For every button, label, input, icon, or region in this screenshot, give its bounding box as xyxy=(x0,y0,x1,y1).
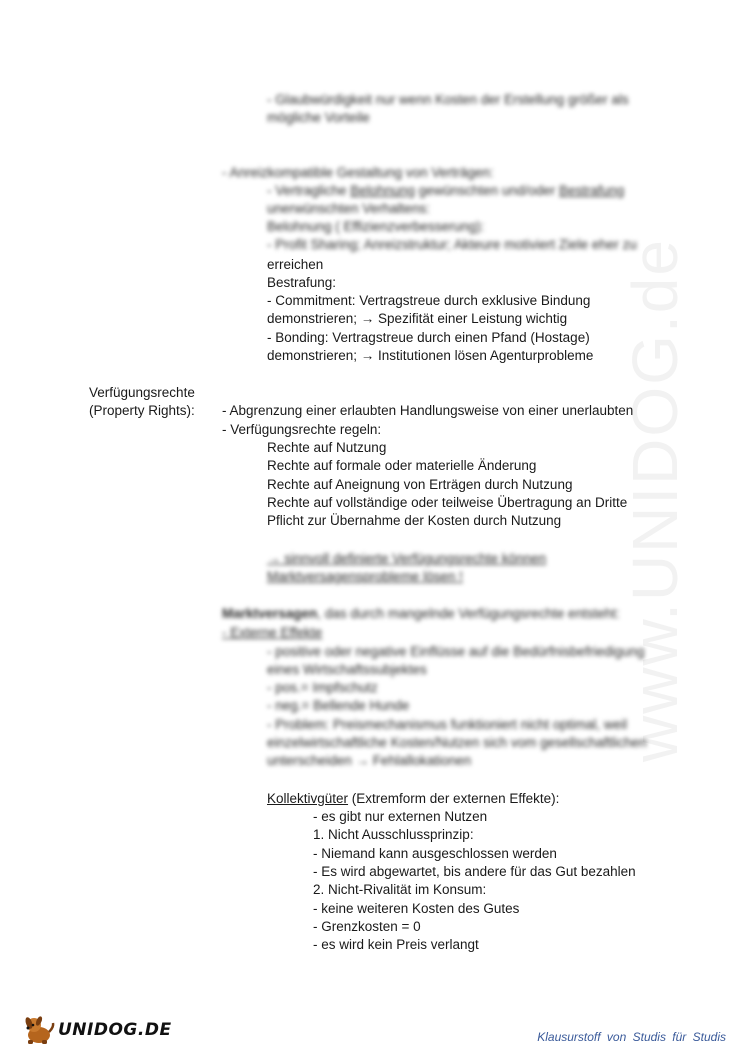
text-line: Rechte auf formale oder materielle Änderung xyxy=(267,458,537,473)
text-line: eines Wirtschaftssubjektes xyxy=(267,662,427,677)
text-line: einzelwirtschaftliche Kosten/Nutzen sich vom gesellschaftlichen xyxy=(267,735,647,750)
text-line: - Verfügungsrechte regeln: xyxy=(222,422,382,437)
text-line xyxy=(267,790,559,808)
text-line xyxy=(267,182,624,200)
text-line: 1. Nicht Ausschlussprinzip: xyxy=(313,827,474,842)
text-line xyxy=(222,605,620,623)
bold-term: Marktversagen xyxy=(222,606,318,621)
logo-text: UNIDOG.DE xyxy=(58,1020,172,1040)
text-line: Rechte auf vollständige oder teilweise Übertragung an Dritte xyxy=(267,495,628,510)
section-label: (Property Rights): xyxy=(89,403,195,418)
text-line: demonstrieren; → Institutionen lösen Agenturprobleme xyxy=(267,348,594,363)
text-line: - Es wird abgewartet, bis andere für das Gut bezahlen xyxy=(313,864,636,879)
text-line: - Anreizkompatible Gestaltung von Verträgen: xyxy=(222,165,494,180)
underlined-term: Belohnung xyxy=(350,183,415,198)
text-line: Belohnung ( Effizienzverbesserung): xyxy=(267,219,485,234)
text-line: Marktversagensprobleme lösen ! xyxy=(267,569,463,584)
text-line: - positive oder negative Einflüsse auf die Bedürfnisbefriedigung xyxy=(267,644,645,659)
text-line: erreichen xyxy=(267,257,324,272)
text-line: Bestrafung: xyxy=(267,275,337,290)
unidog-logo[interactable] xyxy=(22,1013,172,1047)
section-label: Verfügungsrechte xyxy=(89,385,195,400)
text-fragment: gewünschten und/oder xyxy=(414,183,559,198)
text-line: - es gibt nur externen Nutzen xyxy=(313,809,488,824)
text-line: Rechte auf Aneignung von Erträgen durch Nutzung xyxy=(267,477,573,492)
text-line: - Abgrenzung einer erlaubten Handlungsweise von einer unerlaubten xyxy=(222,403,634,418)
text-fragment: (Extremform der externen Effekte): xyxy=(348,791,560,806)
text-fragment: , das durch mangelnde Verfügungsrechte entsteht: xyxy=(317,606,620,621)
text-line: - neg.= Bellende Hunde xyxy=(267,698,410,713)
footer-tagline: Klausurstoff von Studis für Studis xyxy=(537,1030,726,1044)
text-line: Rechte auf Nutzung xyxy=(267,440,387,455)
text-line: - Profit Sharing; Anreizstruktur; Akteure motiviert Ziele eher zu xyxy=(267,237,637,252)
underlined-term: Bestrafung xyxy=(558,183,625,198)
text-line: - Glaubwürdigkeit nur wenn Kosten der Erstellung größer als xyxy=(267,92,629,107)
watermark-text: www.UNIDOG.de xyxy=(619,238,691,762)
text-line: demonstrieren; → Spezifität einer Leistung wichtig xyxy=(267,311,568,326)
underlined-term: Kollektivgüter xyxy=(267,791,349,806)
text-line: - pos.= Impfschutz xyxy=(267,680,378,695)
text-line: → sinnvoll definierte Verfügungsrechte können xyxy=(267,551,547,566)
text-line: - Problem: Preismechanismus funktioniert nicht optimal, weil xyxy=(267,717,628,732)
text-line: - Grenzkosten = 0 xyxy=(313,919,421,934)
text-line: Pflicht zur Übernahme der Kosten durch Nutzung xyxy=(267,513,562,528)
text-line: unterscheiden → Fehlallokationen xyxy=(267,753,472,768)
text-line: - es wird kein Preis verlangt xyxy=(313,937,479,952)
text-line: - Niemand kann ausgeschlossen werden xyxy=(313,846,557,861)
text-line: unerwünschten Verhaltens: xyxy=(267,201,430,216)
text-line: - Externe Effekte xyxy=(222,625,323,640)
dog-icon xyxy=(22,1013,56,1047)
text-line: 2. Nicht-Rivalität im Konsum: xyxy=(313,882,487,897)
text-line: - Bonding: Vertragstreue durch einen Pfand (Hostage) xyxy=(267,330,590,345)
text-line: - Commitment: Vertragstreue durch exklusive Bindung xyxy=(267,293,591,308)
text-line: - keine weiteren Kosten des Gutes xyxy=(313,901,520,916)
text-fragment: - Vertragliche xyxy=(267,183,351,198)
text-line: mögliche Vorteile xyxy=(267,110,370,125)
